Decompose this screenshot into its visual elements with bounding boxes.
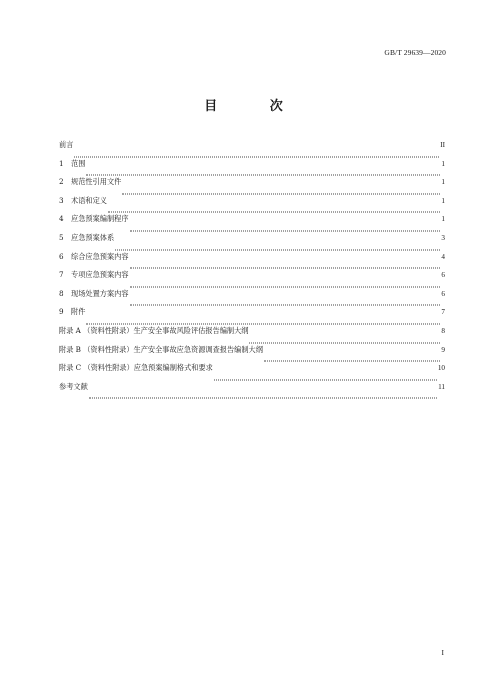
toc-entry-label: 附录 C （资料性附录）应急预案编制格式和要求 bbox=[59, 363, 213, 373]
toc-entry-label: 综合应急预案内容 bbox=[71, 251, 129, 261]
toc-entry-label: 范围 bbox=[71, 158, 86, 168]
toc-entry-label: 规范性引用文件 bbox=[71, 177, 122, 187]
toc-entry-page: 1 bbox=[441, 178, 445, 187]
toc-entry-number: 4 bbox=[59, 214, 64, 224]
toc-entry[interactable] bbox=[59, 178, 445, 197]
toc-entry-number: 1 bbox=[59, 158, 64, 168]
toc-entry[interactable] bbox=[59, 141, 445, 160]
toc-leader-dots bbox=[115, 249, 440, 250]
toc-leader-dots bbox=[130, 286, 441, 287]
toc-entry[interactable] bbox=[59, 215, 445, 234]
toc-leader-dots bbox=[264, 361, 440, 362]
toc-entry-label: 参考文献 bbox=[59, 381, 88, 391]
toc-entry-page: 10 bbox=[437, 364, 445, 373]
toc-leader-dots bbox=[86, 175, 440, 176]
toc-entry-page: 8 bbox=[441, 326, 445, 335]
toc-leader-dots bbox=[74, 156, 439, 157]
toc-leader-dots bbox=[249, 342, 440, 343]
toc-entry-page: 11 bbox=[438, 382, 445, 391]
toc-entry-label: 术语和定义 bbox=[71, 195, 107, 205]
toc-entry[interactable] bbox=[59, 197, 445, 216]
toc-entry-page: II bbox=[440, 141, 445, 149]
toc-entry[interactable] bbox=[59, 290, 445, 309]
toc-entry-number: 6 bbox=[59, 251, 64, 261]
toc-entry[interactable] bbox=[59, 234, 445, 253]
toc-entry-page: 1 bbox=[441, 215, 445, 224]
toc-entry-page: 7 bbox=[441, 308, 445, 317]
toc-entry-page: 9 bbox=[441, 345, 445, 354]
toc-entry-label: 应急预案体系 bbox=[71, 232, 115, 242]
toc-leader-dots bbox=[89, 398, 437, 399]
toc-entry-label: 应急预案编制程序 bbox=[71, 214, 129, 224]
toc-entry[interactable] bbox=[59, 308, 445, 327]
table-of-contents bbox=[59, 141, 445, 401]
toc-entry[interactable] bbox=[59, 327, 445, 346]
toc-entry-number: 5 bbox=[59, 232, 64, 242]
toc-entry[interactable] bbox=[59, 253, 445, 272]
toc-entry-page: 1 bbox=[441, 196, 445, 205]
page-number: I bbox=[441, 648, 444, 657]
toc-entry-label: 前言 bbox=[59, 140, 74, 149]
toc-entry[interactable] bbox=[59, 346, 445, 365]
toc-entry[interactable] bbox=[59, 271, 445, 290]
toc-leader-dots bbox=[86, 323, 440, 324]
toc-entry-page: 6 bbox=[441, 289, 445, 298]
toc-entry[interactable] bbox=[59, 160, 445, 179]
toc-leader-dots bbox=[130, 230, 441, 231]
toc-entry-label: 附录 A （资料性附录）生产安全事故风险评估报告编制大纲 bbox=[59, 325, 249, 335]
toc-entry-number: 8 bbox=[59, 288, 64, 298]
standard-code: GB/T 29639—2020 bbox=[384, 48, 446, 57]
toc-entry-number: 7 bbox=[59, 270, 64, 280]
toc-entry-page: 1 bbox=[441, 159, 445, 168]
toc-title: 目 次 bbox=[204, 99, 307, 114]
toc-entry-number: 2 bbox=[59, 177, 64, 187]
toc-leader-dots bbox=[130, 268, 441, 269]
toc-entry-number: 9 bbox=[59, 307, 64, 317]
toc-entry-page: 4 bbox=[441, 252, 445, 261]
toc-entry-label: 现场处置方案内容 bbox=[71, 288, 129, 298]
toc-entry[interactable] bbox=[59, 364, 445, 383]
toc-leader-dots bbox=[214, 379, 437, 380]
toc-leader-dots bbox=[122, 193, 440, 194]
toc-entry[interactable] bbox=[59, 383, 445, 402]
toc-leader-dots bbox=[130, 305, 441, 306]
toc-entry-page: 6 bbox=[441, 271, 445, 280]
toc-entry-page: 3 bbox=[441, 233, 445, 242]
toc-entry-label: 专项应急预案内容 bbox=[71, 270, 129, 280]
toc-entry-label: 附录 B （资料性附录）生产安全事故应急资源调查报告编制大纲 bbox=[59, 344, 263, 354]
toc-entry-number: 3 bbox=[59, 195, 64, 205]
toc-entry-label: 附件 bbox=[71, 307, 86, 317]
toc-leader-dots bbox=[108, 212, 440, 213]
